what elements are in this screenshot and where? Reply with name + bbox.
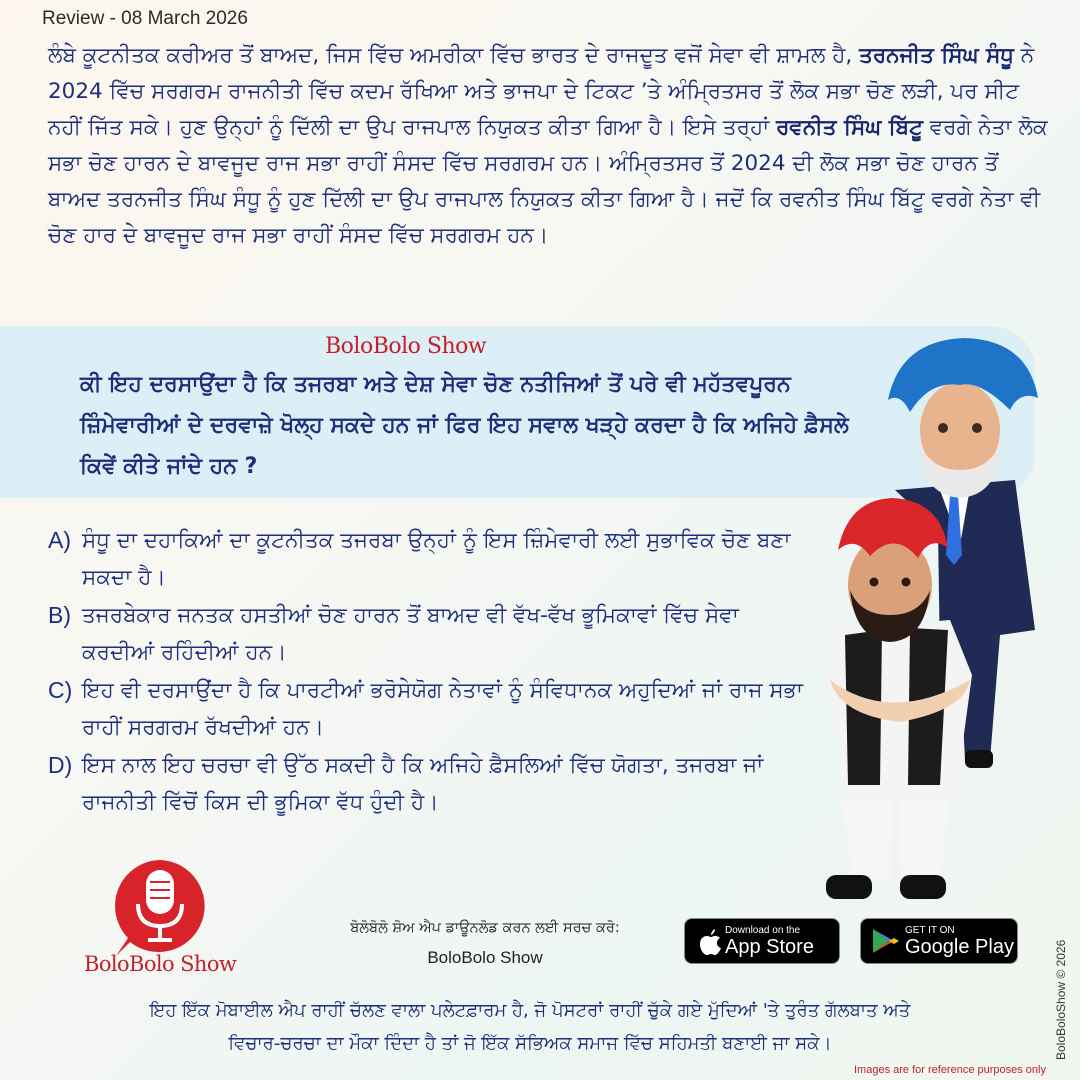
option-c[interactable] <box>48 672 808 746</box>
apple-icon <box>685 924 725 958</box>
image-disclaimer: Images are for reference purposes only <box>854 1064 1046 1076</box>
option-b[interactable] <box>48 597 808 671</box>
question-brand: BoloBolo Show <box>325 334 487 359</box>
option-letter: D) <box>48 752 73 778</box>
logo-wordmark: BoloBolo Show <box>84 952 237 976</box>
intro-part-1: ਲੰਬੇ ਕੂਟਨੀਤਕ ਕਰੀਅਰ ਤੋਂ ਬਾਅਦ, ਜਿਸ ਵਿੱਚ ਅਮਰੀਕਾ ਵਿੱਚ ਭਾਰਤ ਦੇ ਰਾਜਦੂਤ ਵਜੋਂ ਸੇਵਾ ਵੀ ਸ਼ਾਮਲ ਹੈ, <box>48 43 853 68</box>
footer-description <box>40 994 1020 1060</box>
option-text: ਤਜਰਬੇਕਾਰ ਜਨਤਕ ਹਸਤੀਆਂ ਚੋਣ ਹਾਰਨ ਤੋਂ ਬਾਅਦ ਵੀ ਵੱਖ-ਵੱਖ ਭੂਮਿਕਾਵਾਂ ਵਿੱਚ ਸੇਵਾ ਕਰਦੀਆਂ ਰਹਿੰਦੀਆਂ ਹਨ। <box>82 603 739 665</box>
google-play-badge[interactable] <box>860 918 1018 964</box>
poll-question: ਕੀ ਇਹ ਦਰਸਾਉਂਦਾ ਹੈ ਕਿ ਤਜਰਬਾ ਅਤੇ ਦੇਸ਼ ਸੇਵਾ ਚੋਣ ਨਤੀਜਿਆਂ ਤੋਂ ਪਰੇ ਵੀ ਮਹੱਤਵਪੂਰਨ ਜ਼ਿੰਮੇਵਾਰੀਆਂ ਦੇ ਦਰਵਾਜ਼ੇ ਖੋਲ੍ਹ ਸਕਦੇ ਹਨ ਜਾਂ ਫਿਰ ਇਹ ਸਵਾਲ ਖੜ੍ਹੇ ਕਰਦਾ ਹੈ ਕਿ ਅਜਿਹੇ ਫ਼ੈਸਲੇ ਕਿਵੇਂ ਕੀਤੇ ਜਾਂਦੇ ਹਨ ? <box>80 372 849 479</box>
intro-part-2: ਨੇ 2024 ਵਿੱਚ ਸਰਗਰਮ ਰਾਜਨੀਤੀ ਵਿੱਚ ਕਦਮ ਰੱਖਿਆ ਅਤੇ ਭਾਜਪਾ ਦੇ ਟਿਕਟ ’ਤੇ ਅੰਮ੍ਰਿਤਸਰ ਤੋਂ ਲੋਕ ਸਭਾ ਚੋਣ ਲੜੀ, ਪਰ ਸੀਟ ਨਹੀਂ ਜਿੱਤ ਸਕੇ। ਹੁਣ ਉਨ੍ਹਾਂ ਨੂੰ ਦਿੱਲੀ ਦਾ ਉਪ ਰਾਜਪਾਲ ਨਿਯੁਕਤ ਕੀਤਾ ਗਿਆ ਹੈ। ਇਸੇ ਤਰ੍ਹਾਂ <box>48 43 1035 140</box>
answer-options <box>48 522 808 822</box>
option-a[interactable] <box>48 522 808 596</box>
google-small-text: GET IT ON <box>905 924 955 936</box>
option-letter: B) <box>48 602 71 628</box>
app-store-badge[interactable] <box>684 918 840 964</box>
copyright-vertical: BoloBoloShow © 2026 <box>1054 939 1068 1060</box>
option-letter: A) <box>48 527 71 553</box>
app-store-big-text: App Store <box>725 935 814 958</box>
intro-paragraph <box>48 38 1053 254</box>
review-date: Review - 08 March 2026 <box>42 8 248 29</box>
leaders-caricature <box>800 330 1050 920</box>
intro-part-3: ਵਰਗੇ ਨੇਤਾ ਲੋਕ ਸਭਾ ਚੋਣ ਹਾਰਨ ਦੇ ਬਾਵਜੂਦ ਰਾਜ ਸਭਾ ਰਾਹੀਂ ਸੰਸਦ ਵਿੱਚ ਸਰਗਰਮ ਹਨ। ਅੰਮ੍ਰਿਤਸਰ ਤੋਂ 2024 ਦੀ ਲੋਕ ਸਭਾ ਚੋਣ ਹਾਰਨ ਤੋਂ ਬਾਅਦ ਤਰਨਜੀਤ ਸਿੰਘ ਸੰਧੂ ਨੂੰ ਹੁਣ ਦਿੱਲੀ ਦਾ ਉਪ ਰਾਜਪਾਲ ਨਿਯੁਕਤ ਕੀਤਾ ਗਿਆ ਹੈ। ਜਦੋਂ ਕਿ ਰਵਨੀਤ ਸਿੰਘ ਬਿੱਟੂ ਵਰਗੇ ਨੇਤਾ ਵੀ ਚੋਣ ਹਾਰ ਦੇ ਬਾਵਜੂਦ ਰਾਜ ਸਭਾ ਰਾਹੀਂ ਸੰਸਦ ਵਿੱਚ ਸਰਗਰਮ ਹਨ। <box>48 115 1048 248</box>
footer-line-1: ਇਹ ਇੱਕ ਮੋਬਾਈਲ ਐਪ ਰਾਹੀਂ ਚੱਲਣ ਵਾਲਾ ਪਲੇਟਫ਼ਾਰਮ ਹੈ, ਜੋ ਪੋਸਟਰਾਂ ਰਾਹੀਂ ਚੁੱਕੇ ਗਏ ਮੁੱਦਿਆਂ 'ਤੇ ਤੁਰੰਤ ਗੱਲਬਾਤ ਅਤੇ <box>149 1000 911 1021</box>
download-instruction: ਬੋਲੋਬੋਲੋ ਸ਼ੋਅ ਐਪ ਡਾਊਨਲੋਡ ਕਰਨ ਲਈ ਸਰਚ ਕਰੋ: <box>350 920 620 936</box>
app-store-small-text: Download on the <box>725 924 801 936</box>
option-text: ਇਸ ਨਾਲ ਇਹ ਚਰਚਾ ਵੀ ਉੱਠ ਸਕਦੀ ਹੈ ਕਿ ਅਜਿਹੇ ਫ਼ੈਸਲਿਆਂ ਵਿੱਚ ਯੋਗਤਾ, ਤਜਰਬਾ ਜਾਂ ਰਾਜਨੀਤੀ ਵਿੱਚੋਂ ਕਿਸ ਦੀ ਭੂਮਿਕਾ ਵੱਧ ਹੁੰਦੀ ਹੈ। <box>82 753 764 815</box>
google-play-icon <box>861 924 905 958</box>
google-big-text: Google Play <box>905 935 1014 958</box>
option-letter: C) <box>48 677 73 703</box>
option-text: ਇਹ ਵੀ ਦਰਸਾਉਂਦਾ ਹੈ ਕਿ ਪਾਰਟੀਆਂ ਭਰੋਸੇਯੋਗ ਨੇਤਾਵਾਂ ਨੂੰ ਸੰਵਿਧਾਨਕ ਅਹੁਦਿਆਂ ਜਾਂ ਰਾਜ ਸਭਾ ਰਾਹੀਂ ਸਰਗਰਮ ਰੱਖਦੀਆਂ ਹਨ। <box>82 678 803 740</box>
name-ravneet-bittu: ਰਵਨੀਤ ਸਿੰਘ ਬਿੱਟੂ <box>776 115 923 140</box>
name-taranjit-sandhu: ਤਰਨਜੀਤ ਸਿੰਘ ਸੰਧੂ <box>859 43 1014 68</box>
footer-line-2: ਵਿਚਾਰ-ਚਰਚਾ ਦਾ ਮੌਕਾ ਦਿੰਦਾ ਹੈ ਤਾਂ ਜੋ ਇੱਕ ਸੱਭਿਅਕ ਸਮਾਜ ਵਿੱਚ ਸਹਿਮਤੀ ਬਣਾਈ ਜਾ ਸਕੇ। <box>228 1033 832 1054</box>
option-d[interactable] <box>48 747 808 821</box>
app-search-name: BoloBolo Show <box>427 948 543 967</box>
option-text: ਸੰਧੂ ਦਾ ਦਹਾਕਿਆਂ ਦਾ ਕੂਟਨੀਤਕ ਤਜਰਬਾ ਉਨ੍ਹਾਂ ਨੂੰ ਇਸ ਜ਼ਿੰਮੇਵਾਰੀ ਲਈ ਸੁਭਾਵਿਕ ਚੋਣ ਬਣਾ ਸਕਦਾ ਹੈ। <box>82 528 791 590</box>
